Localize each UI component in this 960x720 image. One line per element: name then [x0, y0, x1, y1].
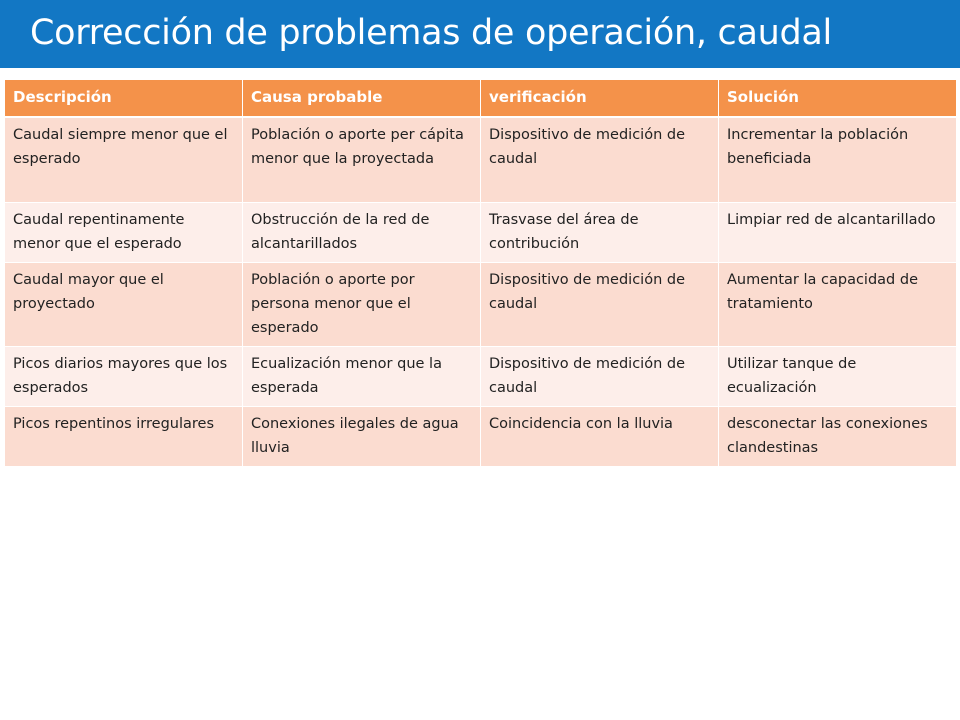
- cell-descripcion: Caudal siempre menor que el esperado: [5, 117, 243, 202]
- cell-descripcion: Picos diarios mayores que los esperados: [5, 346, 243, 406]
- troubleshooting-table: [4, 80, 957, 467]
- table-row: [5, 262, 957, 346]
- cell-solucion: Incrementar la población beneficiada: [719, 117, 957, 202]
- header-verificacion: verificación: [481, 80, 719, 117]
- cell-causa: Ecualización menor que la esperada: [243, 346, 481, 406]
- cell-descripcion: Caudal mayor que el proyectado: [5, 262, 243, 346]
- cell-causa: Obstrucción de la red de alcantarillados: [243, 202, 481, 262]
- cell-descripcion: Caudal repentinamente menor que el esperado: [5, 202, 243, 262]
- cell-solucion: Limpiar red de alcantarillado: [719, 202, 957, 262]
- header-causa-probable: Causa probable: [243, 80, 481, 117]
- cell-solucion: desconectar las conexiones clandestinas: [719, 406, 957, 466]
- title-bar: [0, 0, 960, 68]
- slide-title: Corrección de problemas de operación, caudal: [30, 13, 832, 53]
- header-solucion: Solución: [719, 80, 957, 117]
- table-row: [5, 406, 957, 466]
- cell-verificacion: Dispositivo de medición de caudal: [481, 262, 719, 346]
- cell-verificacion: Coincidencia con la lluvia: [481, 406, 719, 466]
- cell-solucion: Utilizar tanque de ecualización: [719, 346, 957, 406]
- table-header-row: [5, 80, 957, 117]
- cell-verificacion: Dispositivo de medición de caudal: [481, 117, 719, 202]
- table-row: [5, 117, 957, 202]
- cell-verificacion: Dispositivo de medición de caudal: [481, 346, 719, 406]
- cell-descripcion: Picos repentinos irregulares: [5, 406, 243, 466]
- table-row: [5, 346, 957, 406]
- header-descripcion: Descripción: [5, 80, 243, 117]
- cell-causa: Población o aporte per cápita menor que la proyectada: [243, 117, 481, 202]
- cell-causa: Población o aporte por persona menor que el esperado: [243, 262, 481, 346]
- table-row: [5, 202, 957, 262]
- cell-solucion: Aumentar la capacidad de tratamiento: [719, 262, 957, 346]
- cell-causa: Conexiones ilegales de agua lluvia: [243, 406, 481, 466]
- troubleshooting-table-container: [4, 80, 956, 467]
- cell-verificacion: Trasvase del área de contribución: [481, 202, 719, 262]
